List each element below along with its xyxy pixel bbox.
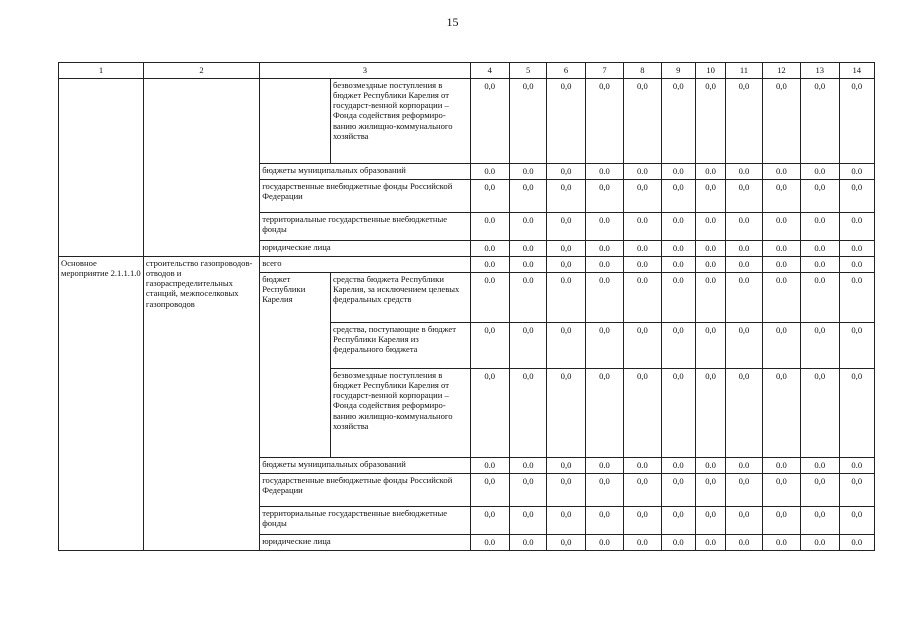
value-cell: 0.0: [801, 164, 839, 180]
value-cell: 0,0: [624, 369, 661, 458]
value-cell: 0,0: [726, 79, 762, 164]
value-cell: 0,0: [726, 323, 762, 369]
value-cell: 0,0: [801, 474, 839, 507]
row-label: средства бюджета Республики Карелия, за исключением целевых федеральных средств: [330, 273, 470, 323]
value-cell: 0,0: [801, 79, 839, 164]
value-cell: 0,0: [695, 474, 725, 507]
row-label: безвозмездные поступления в бюджет Республики Карелия от государст-венной корпорации – Фонда содействия реформиро-ванию жилищно-коммунального хозяйства: [330, 79, 470, 164]
value-cell: 0,0: [839, 180, 874, 213]
value-cell: 0,0: [726, 369, 762, 458]
value-cell: 0,0: [585, 323, 623, 369]
value-cell: 0,0: [624, 507, 661, 535]
value-cell: 0.0: [839, 458, 874, 474]
value-cell: 0,0: [762, 79, 800, 164]
value-cell: 0.0: [547, 273, 585, 323]
value-cell: 0,0: [695, 507, 725, 535]
value-cell: 0.0: [470, 257, 509, 273]
value-cell: 0.0: [509, 213, 546, 241]
value-cell: 0,0: [547, 164, 585, 180]
value-cell: 0.0: [661, 241, 695, 257]
value-cell: 0,0: [547, 474, 585, 507]
value-cell: 0,0: [839, 79, 874, 164]
value-cell: 0,0: [509, 507, 546, 535]
header-cell: 3: [260, 63, 470, 79]
value-cell: 0.0: [695, 458, 725, 474]
value-cell: 0.0: [661, 257, 695, 273]
value-cell: 0.0: [661, 535, 695, 551]
page-number: 15: [446, 15, 459, 29]
value-cell: 0,0: [762, 323, 800, 369]
event-name: строительство газопроводов-отводов и газораспределительных станций, межпоселковых газопроводов: [143, 257, 259, 551]
value-cell: 0,0: [470, 474, 509, 507]
value-cell: 0.0: [661, 164, 695, 180]
value-cell: 0,0: [762, 180, 800, 213]
value-cell: 0.0: [839, 273, 874, 323]
value-cell: 0,0: [470, 507, 509, 535]
value-cell: 0.0: [624, 458, 661, 474]
value-cell: 0,0: [624, 79, 661, 164]
value-cell: 0.0: [762, 257, 800, 273]
value-cell: 0,0: [801, 369, 839, 458]
value-cell: 0.0: [624, 164, 661, 180]
budget-table: [58, 62, 875, 551]
value-cell: 0.0: [762, 273, 800, 323]
row-label: бюджеты муниципальных образований: [260, 458, 470, 474]
row-label: всего: [260, 257, 470, 273]
value-cell: 0,0: [661, 474, 695, 507]
value-cell: 0.0: [801, 257, 839, 273]
value-cell: 0.0: [509, 535, 546, 551]
header-cell: 12: [762, 63, 800, 79]
value-cell: 0,0: [547, 535, 585, 551]
value-cell: 0.0: [470, 535, 509, 551]
table-row: [59, 257, 875, 273]
header-cell: 11: [726, 63, 762, 79]
value-cell: 0.0: [726, 164, 762, 180]
value-cell: 0.0: [661, 273, 695, 323]
value-cell: 0,0: [839, 507, 874, 535]
value-cell: 0,0: [547, 369, 585, 458]
value-cell: 0.0: [470, 273, 509, 323]
value-cell: 0,0: [547, 241, 585, 257]
value-cell: 0,0: [839, 323, 874, 369]
value-cell: 0,0: [547, 180, 585, 213]
value-cell: 0.0: [839, 535, 874, 551]
value-cell: 0.0: [509, 241, 546, 257]
value-cell: 0,0: [762, 369, 800, 458]
value-cell: 0.0: [762, 164, 800, 180]
value-cell: 0.0: [801, 241, 839, 257]
value-cell: 0,0: [661, 323, 695, 369]
header-cell: 5: [509, 63, 546, 79]
value-cell: 0.0: [695, 241, 725, 257]
value-cell: 0.0: [839, 241, 874, 257]
value-cell: 0,0: [547, 257, 585, 273]
table-row: [59, 79, 875, 164]
row-label: государственные внебюджетные фонды Российской Федерации: [260, 474, 470, 507]
value-cell: 0,0: [839, 474, 874, 507]
value-cell: 0.0: [624, 257, 661, 273]
value-cell: 0,0: [726, 507, 762, 535]
value-cell: 0,0: [801, 180, 839, 213]
value-cell: 0,0: [547, 458, 585, 474]
value-cell: 0,0: [839, 369, 874, 458]
value-cell: 0,0: [762, 474, 800, 507]
value-cell: 0,0: [585, 79, 623, 164]
value-cell: 0.0: [695, 164, 725, 180]
value-cell: 0.0: [762, 458, 800, 474]
value-cell: 0.0: [509, 458, 546, 474]
header-cell: 7: [585, 63, 623, 79]
value-cell: 0.0: [470, 241, 509, 257]
value-cell: 0.0: [624, 535, 661, 551]
value-cell: 0.0: [801, 273, 839, 323]
value-cell: 0,0: [547, 323, 585, 369]
value-cell: 0,0: [585, 474, 623, 507]
row-label-group: бюджет Республики Карелия: [260, 273, 331, 458]
value-cell: 0,0: [470, 180, 509, 213]
value-cell: 0,0: [624, 180, 661, 213]
value-cell: 0.0: [585, 458, 623, 474]
source-group-cell: [260, 79, 331, 164]
value-cell: 0.0: [726, 257, 762, 273]
row-label: безвозмездные поступления в бюджет Республики Карелия от государст-венной корпорации – Фонда содействия реформиро-ванию жилищно-коммунального хозяйства: [330, 369, 470, 458]
value-cell: 0,0: [509, 474, 546, 507]
value-cell: 0,0: [585, 180, 623, 213]
value-cell: 0,0: [801, 323, 839, 369]
value-cell: 0.0: [661, 458, 695, 474]
value-cell: 0.0: [801, 213, 839, 241]
value-cell: 0,0: [509, 369, 546, 458]
value-cell: 0.0: [801, 535, 839, 551]
value-cell: 0.0: [695, 273, 725, 323]
value-cell: 0,0: [470, 369, 509, 458]
value-cell: 0,0: [547, 213, 585, 241]
value-cell: 0.0: [839, 257, 874, 273]
value-cell: 0,0: [624, 474, 661, 507]
value-cell: 0,0: [585, 507, 623, 535]
value-cell: 0.0: [585, 213, 623, 241]
header-cell: 6: [547, 63, 585, 79]
value-cell: 0.0: [509, 164, 546, 180]
value-cell: 0.0: [839, 213, 874, 241]
value-cell: 0,0: [661, 507, 695, 535]
value-cell: 0.0: [801, 458, 839, 474]
header-cell: 10: [695, 63, 725, 79]
row-label: государственные внебюджетные фонды Российской Федерации: [260, 180, 470, 213]
header-cell: 2: [143, 63, 259, 79]
value-cell: 0.0: [470, 164, 509, 180]
value-cell: 0.0: [839, 164, 874, 180]
value-cell: 0,0: [585, 369, 623, 458]
value-cell: 0,0: [661, 369, 695, 458]
value-cell: 0,0: [470, 79, 509, 164]
value-cell: 0.0: [585, 273, 623, 323]
value-cell: 0.0: [762, 241, 800, 257]
event-code-cell: [59, 79, 144, 257]
row-label: территориальные государственные внебюджетные фонды: [260, 213, 470, 241]
value-cell: 0.0: [470, 458, 509, 474]
value-cell: 0.0: [585, 164, 623, 180]
value-cell: 0.0: [695, 257, 725, 273]
value-cell: 0,0: [695, 180, 725, 213]
value-cell: 0,0: [661, 79, 695, 164]
value-cell: 0,0: [695, 369, 725, 458]
value-cell: 0,0: [624, 323, 661, 369]
value-cell: 0.0: [726, 273, 762, 323]
header-cell: 4: [470, 63, 509, 79]
row-label: территориальные государственные внебюджетные фонды: [260, 507, 470, 535]
value-cell: 0.0: [695, 535, 725, 551]
header-cell: 9: [661, 63, 695, 79]
value-cell: 0.0: [585, 535, 623, 551]
value-cell: 0.0: [470, 213, 509, 241]
value-cell: 0.0: [726, 241, 762, 257]
value-cell: 0,0: [509, 180, 546, 213]
value-cell: 0,0: [726, 474, 762, 507]
value-cell: 0.0: [762, 213, 800, 241]
header-cell: 13: [801, 63, 839, 79]
event-name-cell: [143, 79, 259, 257]
row-label: бюджеты муниципальных образований: [260, 164, 470, 180]
value-cell: 0,0: [547, 507, 585, 535]
row-label: средства, поступающие в бюджет Республики Карелия из федерального бюджета: [330, 323, 470, 369]
value-cell: 0,0: [509, 79, 546, 164]
value-cell: 0.0: [585, 257, 623, 273]
event-code: Основное мероприятие 2.1.1.1.0: [59, 257, 144, 551]
value-cell: 0.0: [726, 213, 762, 241]
value-cell: 0,0: [695, 323, 725, 369]
value-cell: 0.0: [726, 458, 762, 474]
row-label: юридические лица: [260, 535, 470, 551]
value-cell: 0.0: [762, 535, 800, 551]
value-cell: 0,0: [762, 507, 800, 535]
value-cell: 0.0: [726, 535, 762, 551]
header-cell: 8: [624, 63, 661, 79]
value-cell: 0.0: [695, 213, 725, 241]
header-cell: 14: [839, 63, 874, 79]
value-cell: 0,0: [726, 180, 762, 213]
row-label: юридические лица: [260, 241, 470, 257]
value-cell: 0.0: [624, 213, 661, 241]
value-cell: 0.0: [585, 241, 623, 257]
value-cell: 0.0: [509, 257, 546, 273]
value-cell: 0,0: [661, 180, 695, 213]
value-cell: 0.0: [509, 273, 546, 323]
value-cell: 0,0: [470, 323, 509, 369]
value-cell: 0,0: [547, 79, 585, 164]
value-cell: 0.0: [624, 241, 661, 257]
header-row: [59, 63, 875, 79]
value-cell: 0,0: [801, 507, 839, 535]
value-cell: 0.0: [661, 213, 695, 241]
header-cell: 1: [59, 63, 144, 79]
value-cell: 0.0: [624, 273, 661, 323]
value-cell: 0,0: [695, 79, 725, 164]
value-cell: 0,0: [509, 323, 546, 369]
